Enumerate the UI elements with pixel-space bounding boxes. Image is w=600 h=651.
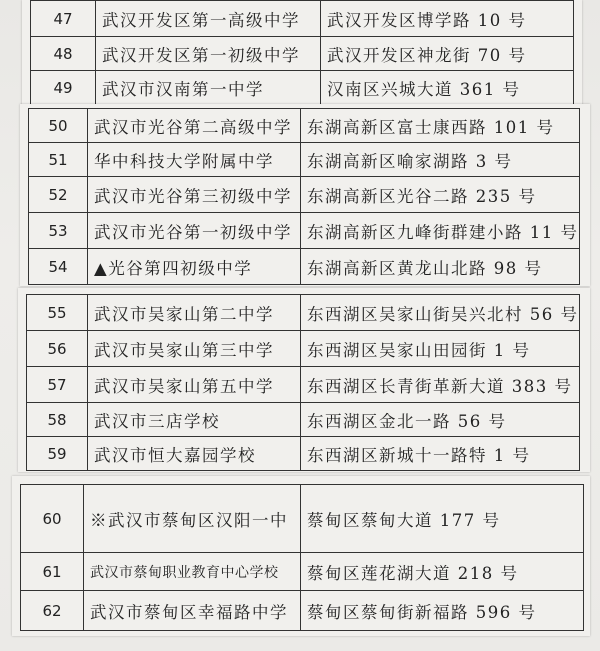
school-name: 武汉开发区第一初级中学: [96, 37, 321, 71]
school-name: 武汉市光谷第一初级中学: [88, 213, 301, 249]
table-row: [29, 177, 580, 213]
school-address: 东湖高新区光谷二路 235 号: [301, 177, 580, 213]
school-name: 武汉市蔡甸职业教育中心学校: [84, 553, 301, 591]
school-address: 武汉开发区神龙街 70 号: [321, 37, 574, 71]
school-address: 蔡甸区蔡甸大道 177 号: [301, 485, 584, 553]
school-name: 武汉市吴家山第二中学: [88, 295, 301, 331]
school-table-1: [30, 0, 574, 105]
school-name: ※武汉市蔡甸区汉阳一中: [84, 485, 301, 553]
table-row: [27, 437, 580, 471]
table-row: [27, 331, 580, 367]
school-name: ▲光谷第四初级中学: [88, 249, 301, 285]
table-row: [29, 109, 580, 143]
school-name: 华中科技大学附属中学: [88, 143, 301, 177]
school-table-4: [20, 484, 584, 631]
school-address: 蔡甸区莲花湖大道 218 号: [301, 553, 584, 591]
school-name: 武汉市吴家山第三中学: [88, 331, 301, 367]
row-number: 51: [29, 143, 88, 177]
table-row: [27, 367, 580, 403]
row-number: 52: [29, 177, 88, 213]
school-address: 东西湖区金北一路 56 号: [301, 403, 580, 437]
school-address: 汉南区兴城大道 361 号: [321, 71, 574, 105]
school-name: 武汉市蔡甸区幸福路中学: [84, 591, 301, 631]
school-address: 武汉开发区博学路 10 号: [321, 1, 574, 37]
table-row: [27, 403, 580, 437]
school-table-3: [26, 294, 580, 471]
table-row: [31, 1, 574, 37]
table-row: [31, 71, 574, 105]
table-row: [29, 213, 580, 249]
school-address: 东湖高新区富士康西路 101 号: [301, 109, 580, 143]
school-address: 东湖高新区喻家湖路 3 号: [301, 143, 580, 177]
row-number: 55: [27, 295, 88, 331]
school-name: 武汉市吴家山第五中学: [88, 367, 301, 403]
school-name: 武汉市光谷第二高级中学: [88, 109, 301, 143]
school-name: 武汉市恒大嘉园学校: [88, 437, 301, 471]
school-table-2: [28, 108, 580, 285]
row-number: 50: [29, 109, 88, 143]
school-address: 东湖高新区九峰街群建小路 11 号: [301, 213, 580, 249]
row-number: 47: [31, 1, 96, 37]
school-address: 东湖高新区黄龙山北路 98 号: [301, 249, 580, 285]
school-name: 武汉市光谷第三初级中学: [88, 177, 301, 213]
school-address: 东西湖区长青街革新大道 383 号: [301, 367, 580, 403]
table-row: [27, 295, 580, 331]
school-address: 东西湖区吴家山街吴兴北村 56 号: [301, 295, 580, 331]
row-number: 60: [21, 485, 84, 553]
school-address: 东西湖区吴家山田园街 1 号: [301, 331, 580, 367]
school-address: 东西湖区新城十一路特 1 号: [301, 437, 580, 471]
table-row: [21, 591, 584, 631]
school-name: 武汉市汉南第一中学: [96, 71, 321, 105]
school-address: 蔡甸区蔡甸街新福路 596 号: [301, 591, 584, 631]
table-row: [29, 143, 580, 177]
row-number: 62: [21, 591, 84, 631]
row-number: 49: [31, 71, 96, 105]
school-name: 武汉市三店学校: [88, 403, 301, 437]
table-row: [31, 37, 574, 71]
row-number: 48: [31, 37, 96, 71]
school-name: 武汉开发区第一高级中学: [96, 1, 321, 37]
row-number: 61: [21, 553, 84, 591]
row-number: 54: [29, 249, 88, 285]
row-number: 58: [27, 403, 88, 437]
table-row: [21, 485, 584, 553]
table-row: [21, 553, 584, 591]
table-row: [29, 249, 580, 285]
row-number: 57: [27, 367, 88, 403]
row-number: 53: [29, 213, 88, 249]
row-number: 56: [27, 331, 88, 367]
row-number: 59: [27, 437, 88, 471]
